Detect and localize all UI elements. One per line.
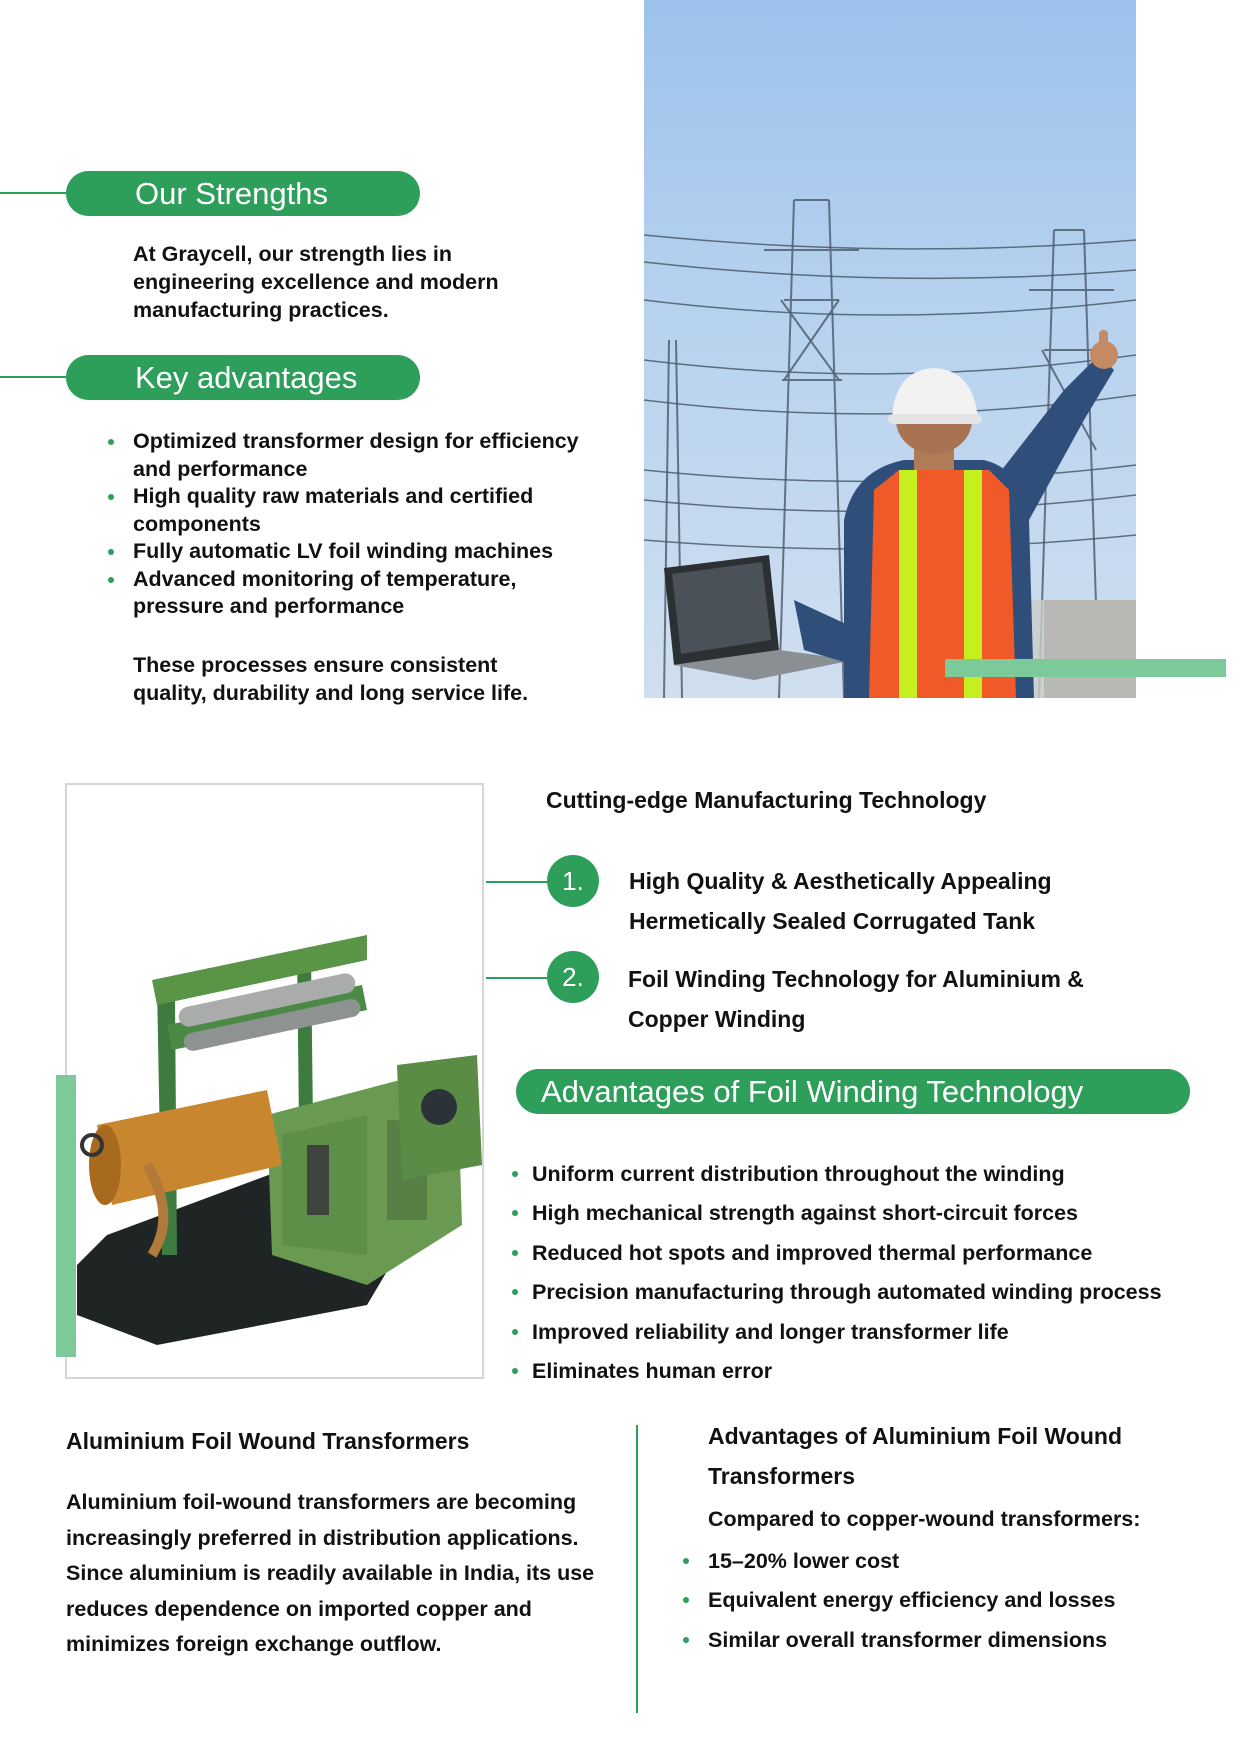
section-connector-line [0,376,72,378]
machine-photo-frame [65,783,484,1379]
point-number-1: 1. [547,855,599,907]
list-item: Eliminates human error [508,1352,1228,1391]
our-strengths-header [66,171,420,216]
list-item: Optimized transformer design for efficiency and performance [106,428,606,483]
aluminium-advantages-title: Advantages of Aluminium Foil Wound Transformers [708,1423,1122,1489]
section-connector-line [0,192,72,194]
list-item: Equivalent energy efficiency and losses [681,1581,1201,1620]
list-item: High mechanical strength against short-circuit forces [508,1194,1228,1233]
list-item: High quality raw materials and certified components [106,483,606,538]
list-item: Similar overall transformer dimensions [681,1621,1201,1660]
point-number-2: 2. [547,951,599,1003]
list-item: Precision manufacturing through automated winding process [508,1273,1228,1312]
foil-winding-machine-photo [67,785,482,1377]
list-item: Reduced hot spots and improved thermal performance [508,1234,1228,1273]
engineer-photo [644,0,1136,698]
foil-advantages-title: Advantages of Foil Winding Technology [541,1073,1084,1109]
our-strengths-title: Our Strengths [135,175,328,211]
aluminium-advantages-intro: Compared to copper-wound transformers: [708,1507,1141,1531]
list-item: Advanced monitoring of temperature, pressure and performance [106,566,606,621]
list-item: Improved reliability and longer transformer life [508,1313,1228,1352]
aluminium-title: Aluminium Foil Wound Transformers [66,1428,470,1454]
technology-point-2: Foil Winding Technology for Aluminium & Copper Winding [628,966,1084,1032]
strengths-body: At Graycell, our strength lies in engineering excellence and modern manufacturing practices. [133,242,499,322]
foil-advantages-list [508,1155,1228,1391]
key-advantages-list [106,428,606,621]
list-item: Uniform current distribution throughout the winding [508,1155,1228,1194]
aluminium-advantages-list [681,1542,1201,1660]
key-advantages-title: Key advantages [135,359,358,395]
point-connector-line [486,881,550,883]
foil-advantages-header [516,1069,1190,1114]
accent-bar [945,659,1226,677]
list-item: 15–20% lower cost [681,1542,1201,1581]
technology-point-1: High Quality & Aesthetically Appealing Hermetically Sealed Corrugated Tank [629,868,1052,934]
technology-heading: Cutting-edge Manufacturing Technology [546,787,987,813]
aluminium-body: Aluminium foil-wound transformers are becoming increasingly preferred in distribution applications. Since aluminium is readily available in India, its use reduces dependence on imported copper and minimizes foreign exchange outflow. [66,1490,595,1656]
point-connector-line [486,977,550,979]
engineer-photo-illustration [644,0,1136,698]
list-item: Fully automatic LV foil winding machines [106,538,606,566]
column-divider [636,1425,638,1713]
key-advantages-closing: These processes ensure consistent quality, durability and long service life. [133,653,529,705]
accent-bar-vertical [56,1075,76,1357]
key-advantages-header [66,355,420,400]
